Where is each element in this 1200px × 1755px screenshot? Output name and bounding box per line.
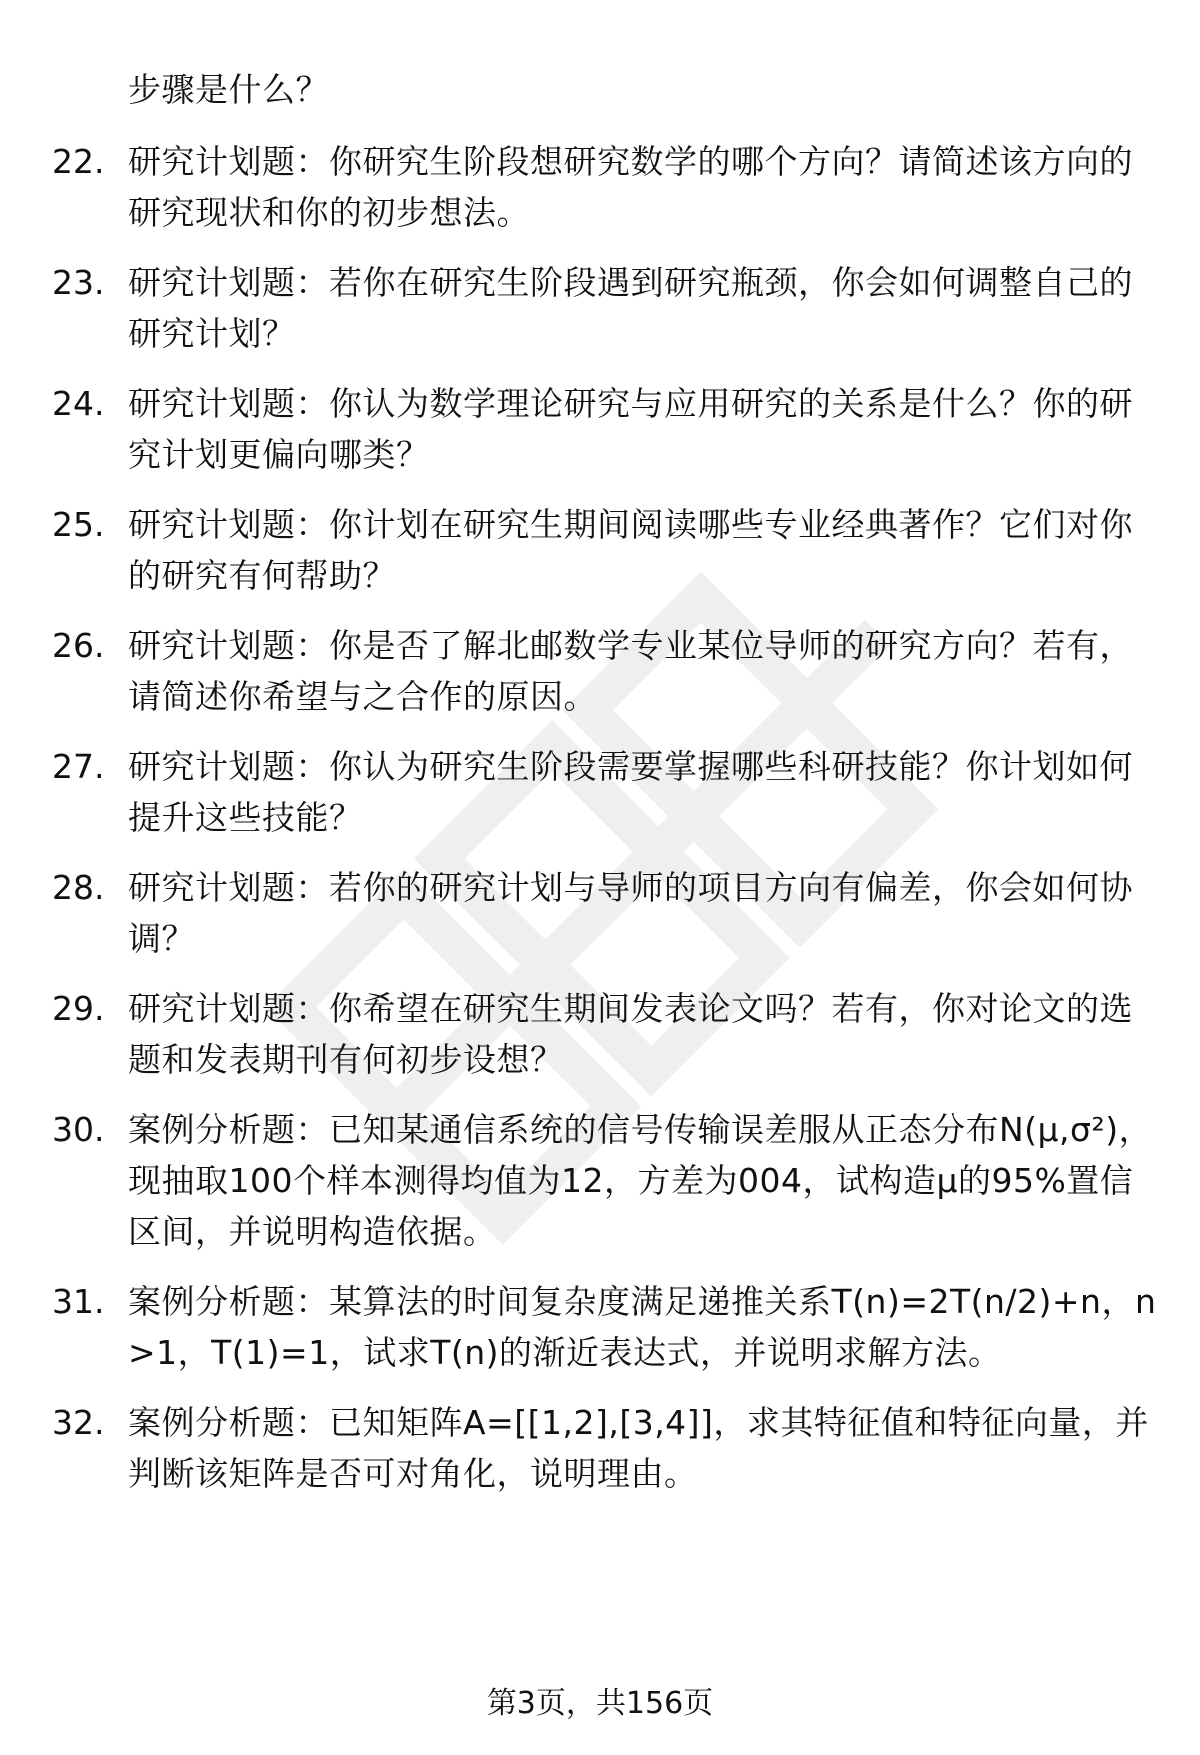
question-text: 研究计划题：若你在研究生阶段遇到研究瓶颈，你会如何调整自己的研究计划？ (128, 263, 1133, 353)
question-number: 24. (52, 384, 105, 423)
question-text: 研究计划题：若你的研究计划与导师的项目方向有偏差，你会如何协调？ (128, 868, 1133, 958)
question-item (52, 1276, 1162, 1378)
page-footer: 第3页，共156页 (486, 1686, 714, 1721)
question-item (52, 499, 1162, 601)
question-item (52, 136, 1162, 238)
question-number: 31. (52, 1282, 105, 1321)
question-text: 研究计划题：你认为研究生阶段需要掌握哪些科研技能？你计划如何提升这些技能？ (128, 747, 1133, 837)
question-number: 30. (52, 1110, 105, 1149)
question-item (52, 1397, 1162, 1499)
question-number: 23. (52, 263, 105, 302)
question-number: 22. (52, 142, 105, 181)
question-list (52, 136, 1162, 1518)
question-number: 28. (52, 868, 105, 907)
question-text: 研究计划题：你希望在研究生期间发表论文吗？若有，你对论文的选题和发表期刊有何初步设想？ (128, 989, 1133, 1079)
question-number: 25. (52, 505, 105, 544)
question-text: 案例分析题：某算法的时间复杂度满足递推关系T(n)=2T(n/2)+n，n>1，T(1)=1，试求T(n)的渐近表达式，并说明求解方法。 (128, 1282, 1157, 1372)
question-item (52, 620, 1162, 722)
question-item (52, 983, 1162, 1085)
continued-question-text: 步骤是什么？ (128, 70, 329, 109)
question-item (52, 862, 1162, 964)
question-text: 研究计划题：你计划在研究生期间阅读哪些专业经典著作？它们对你的研究有何帮助？ (128, 505, 1133, 595)
question-text: 研究计划题：你研究生阶段想研究数学的哪个方向？请简述该方向的研究现状和你的初步想法。 (128, 142, 1133, 232)
question-number: 27. (52, 747, 105, 786)
question-item (52, 378, 1162, 480)
question-number: 32. (52, 1403, 105, 1442)
question-text: 案例分析题：已知某通信系统的信号传输误差服从正态分布N(μ,σ²)，现抽取100个样本测得均值为12，方差为004，试构造μ的95%置信区间，并说明构造依据。 (128, 1110, 1153, 1251)
question-item (52, 741, 1162, 843)
question-text: 研究计划题：你认为数学理论研究与应用研究的关系是什么？你的研究计划更偏向哪类？ (128, 384, 1133, 474)
question-text: 案例分析题：已知矩阵A=[[1,2],[3,4]]，求其特征值和特征向量，并判断该矩阵是否可对角化，说明理由。 (128, 1403, 1149, 1493)
question-number: 26. (52, 626, 105, 665)
question-item (52, 1104, 1162, 1257)
question-item (52, 257, 1162, 359)
question-text: 研究计划题：你是否了解北邮数学专业某位导师的研究方向？若有，请简述你希望与之合作的原因。 (128, 626, 1133, 716)
question-number: 29. (52, 989, 105, 1028)
